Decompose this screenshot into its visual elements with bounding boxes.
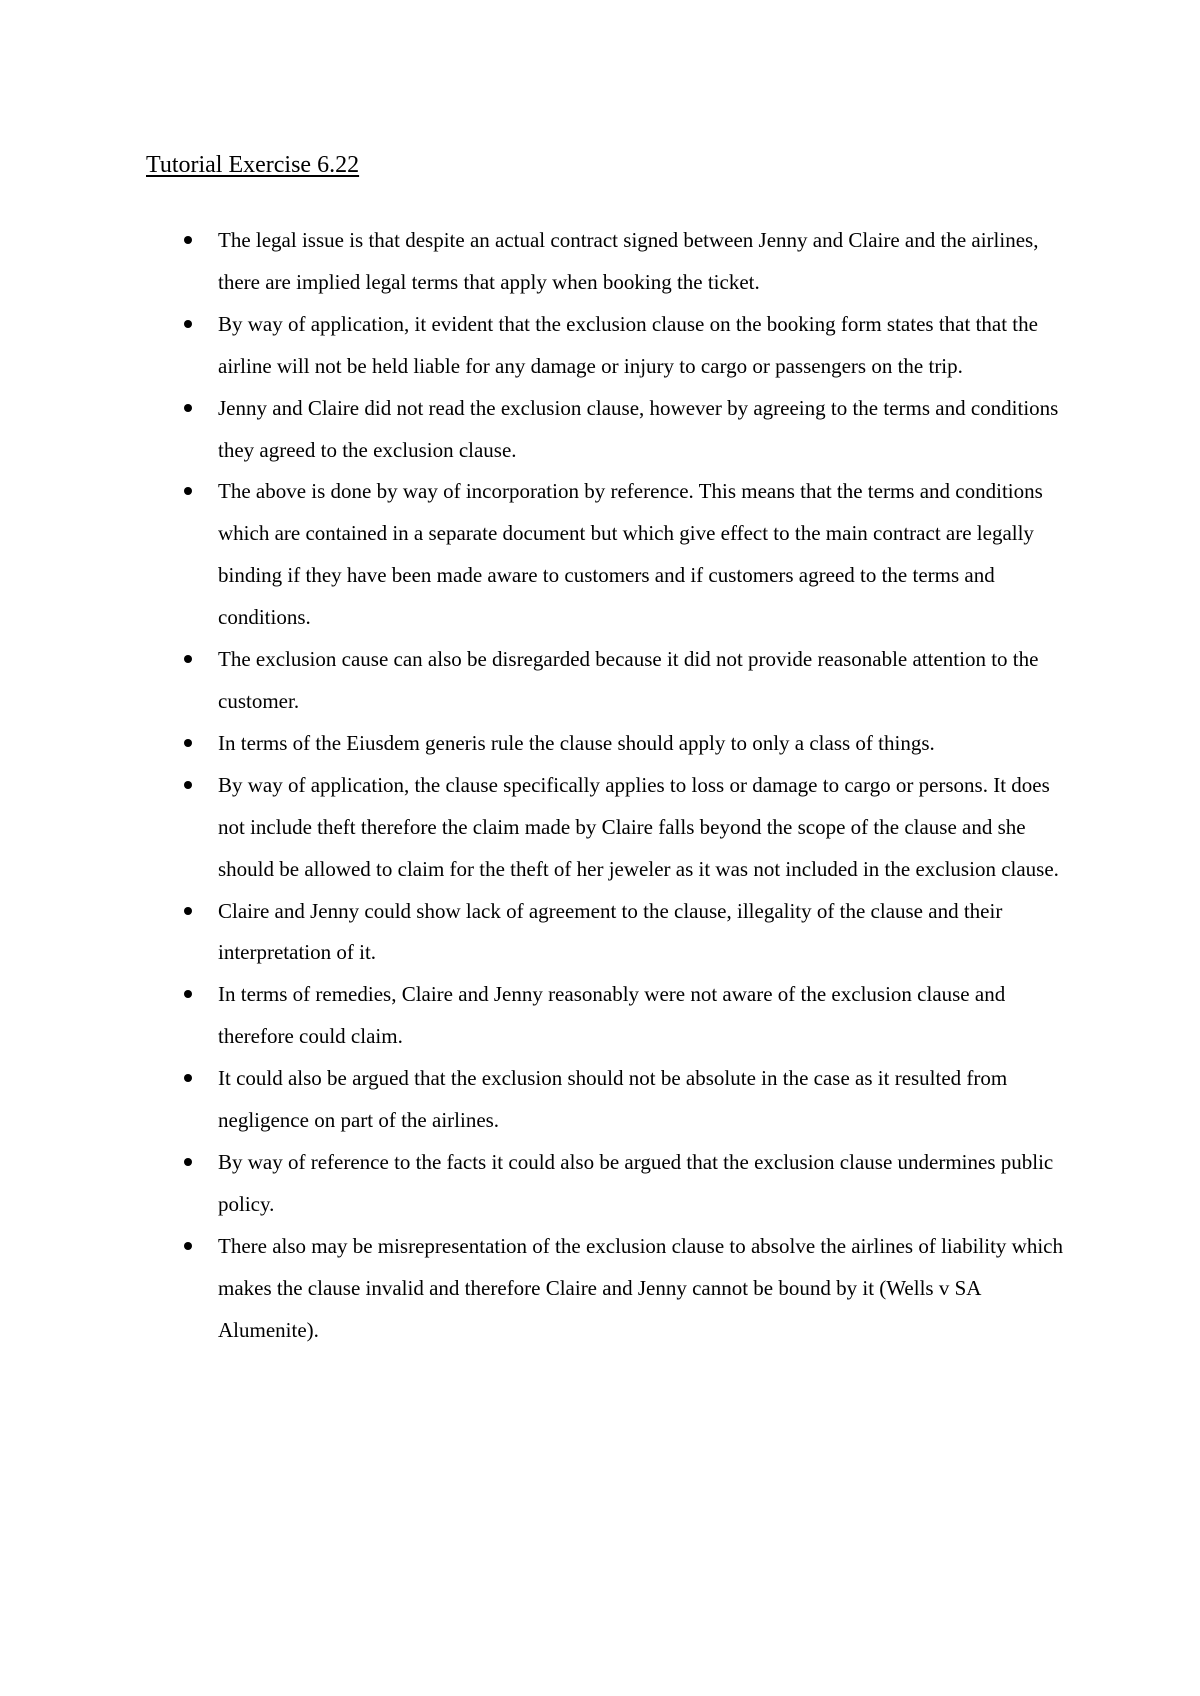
bullet-text: By way of reference to the facts it could also be argued that the exclusion clause undermines public policy. <box>218 1149 1054 1216</box>
bullet-icon <box>184 655 192 663</box>
bullet-item <box>146 765 1076 891</box>
bullet-item <box>146 723 1076 765</box>
bullet-item <box>146 388 1076 472</box>
bullet-text: The above is done by way of incorporation by reference. This means that the terms and conditions which are contained in a separate document but which give effect to the main contract are legally binding if they have been made aware to customers and if customers agreed to the terms and conditions. <box>218 479 1043 630</box>
bullet-item <box>146 1058 1076 1142</box>
bullet-icon <box>184 404 192 412</box>
bullet-item <box>146 1142 1076 1226</box>
bullet-text: Jenny and Claire did not read the exclusion clause, however by agreeing to the terms and conditions they agreed to the exclusion clause. <box>218 395 1059 462</box>
bullet-text: In terms of remedies, Claire and Jenny reasonably were not aware of the exclusion clause and therefore could claim. <box>218 982 1006 1049</box>
bullet-text: Claire and Jenny could show lack of agreement to the clause, illegality of the clause and their interpretation of it. <box>218 898 1003 965</box>
bullet-icon <box>184 320 192 328</box>
bullet-icon <box>184 487 192 495</box>
bullet-item <box>146 471 1076 639</box>
bullet-icon <box>184 236 192 244</box>
bullet-text: It could also be argued that the exclusion should not be absolute in the case as it resulted from negligence on part of the airlines. <box>218 1066 1008 1133</box>
bullet-list <box>146 220 1076 1351</box>
bullet-text: In terms of the Eiusdem generis rule the clause should apply to only a class of things. <box>218 730 935 755</box>
bullet-item <box>146 639 1076 723</box>
bullet-text: There also may be misrepresentation of the exclusion clause to absolve the airlines of liability which makes the clause invalid and therefore Claire and Jenny cannot be bound by it (Wells v SA Alumenite). <box>218 1233 1063 1342</box>
bullet-text: The exclusion cause can also be disregarded because it did not provide reasonable attention to the customer. <box>218 647 1039 713</box>
document-title: Tutorial Exercise 6.22 <box>146 152 360 178</box>
bullet-icon <box>184 1074 192 1082</box>
bullet-text: By way of application, it evident that the exclusion clause on the booking form states that that the airline will not be held liable for any damage or injury to cargo or passengers on the trip. <box>218 311 1038 378</box>
bullet-item <box>146 974 1076 1058</box>
bullet-icon <box>184 1242 192 1250</box>
bullet-item <box>146 220 1076 304</box>
bullet-icon <box>184 990 192 998</box>
bullet-icon <box>184 907 192 915</box>
bullet-item <box>146 304 1076 388</box>
bullet-icon <box>184 739 192 747</box>
bullet-icon <box>184 1158 192 1166</box>
bullet-icon <box>184 781 192 789</box>
bullet-item <box>146 1226 1076 1352</box>
bullet-text: The legal issue is that despite an actual contract signed between Jenny and Claire and the airlines, there are implied legal terms that apply when booking the ticket. <box>218 228 1039 294</box>
bullet-item <box>146 891 1076 975</box>
bullet-text: By way of application, the clause specifically applies to loss or damage to cargo or persons. It does not include theft therefore the claim made by Claire falls beyond the scope of the clause and she should be allowed to claim for the theft of her jeweler as it was not included in the exclusion clause. <box>218 772 1059 881</box>
